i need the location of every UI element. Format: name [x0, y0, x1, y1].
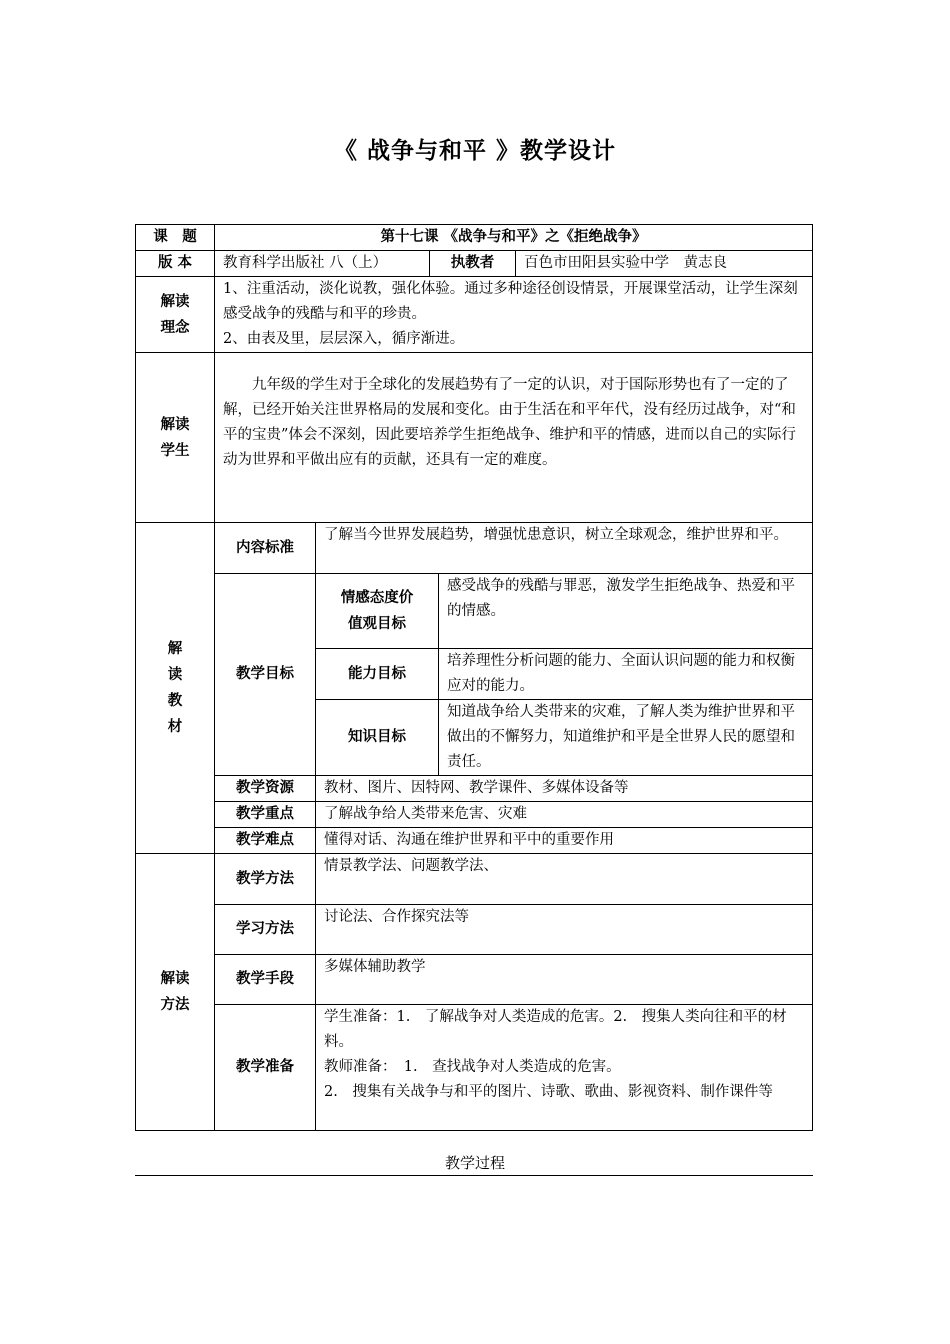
method-label: 解读 方法 [136, 854, 215, 1131]
teaching-method-value: 情景教学法、问题教学法、 [316, 854, 813, 905]
row-content-standard [136, 523, 813, 574]
goals-label: 教学目标 [215, 574, 316, 776]
goal-knowledge-value: 知道战争给人类带来的灾难，了解人类为维护世界和平做出的不懈努力，知道维护和平是全世界人民的愿望和责任。 [439, 700, 813, 776]
key-points-value: 了解战争给人类带来危害、灾难 [316, 802, 813, 828]
page-title: 《 战争与和平 》教学设计 [333, 138, 616, 164]
student-label: 解读 学生 [136, 353, 215, 523]
preparation-label: 教学准备 [215, 1005, 316, 1131]
row-means [136, 955, 813, 1005]
difficulties-label: 教学难点 [215, 828, 316, 854]
resources-value: 教材、图片、因特网、教学课件、多媒体设备等 [316, 776, 813, 802]
student-paragraph: 九年级的学生对于全球化的发展趋势有了一定的认识，对于国际形势也有了一定的了解，已经开始关注世界格局的发展和变化。由于生活在和平年代，没有经历过战争，对“和平的宝贵”体会不深刻，因此要培养学生拒绝战争、维护和平的情感，进而以自己的实际行动为世界和平做出应有的贡献，还具有一定的难度。 [223, 377, 796, 468]
row-key-points [136, 802, 813, 828]
means-label: 教学手段 [215, 955, 316, 1005]
row-teaching-method [136, 854, 813, 905]
row-preparation [136, 1005, 813, 1131]
row-concept [136, 277, 813, 353]
goal-emotion-value: 感受战争的残酷与罪恶，激发学生拒绝战争、热爱和平的情感。 [439, 574, 813, 649]
concept-label: 解读 理念 [136, 277, 215, 353]
lesson-title: 第十七课 《战争与和平》之《拒绝战争》 [215, 225, 813, 251]
resources-label: 教学资源 [215, 776, 316, 802]
row-edition [136, 251, 813, 277]
goal-ability-label: 能力目标 [316, 649, 439, 700]
row-topic [136, 225, 813, 251]
goal-knowledge-label: 知识目标 [316, 700, 439, 776]
preparation-content [316, 1005, 813, 1131]
teaching-method-label: 教学方法 [215, 854, 316, 905]
preparation-line-2: 教师准备： 1. 查找战争对人类造成的危害。 [324, 1059, 621, 1075]
row-student [136, 353, 813, 523]
goal-ability-value: 培养理性分析问题的能力、全面认识问题的能力和权衡应对的能力。 [439, 649, 813, 700]
content-standard-label: 内容标准 [215, 523, 316, 574]
preparation-line-3: 2. 搜集有关战争与和平的图片、诗歌、歌曲、影视资料、制作课件等 [324, 1084, 773, 1100]
difficulties-value: 懂得对话、沟通在维护世界和平中的重要作用 [316, 828, 813, 854]
lesson-design-table [135, 224, 813, 1131]
teaching-process-heading: 教学过程 [444, 1154, 505, 1172]
row-goal-emotion [136, 574, 813, 649]
goal-emotion-label: 情感态度价 值观目标 [316, 574, 439, 649]
key-points-label: 教学重点 [215, 802, 316, 828]
concept-content [215, 277, 813, 353]
concept-line-2: 2、由表及里，层层深入，循序渐进。 [223, 331, 465, 347]
student-content [215, 353, 813, 523]
row-difficulties [136, 828, 813, 854]
teacher-value: 百色市田阳县实验中学 黄志良 [516, 251, 813, 277]
preparation-line-1: 学生准备：1. 了解战争对人类造成的危害。2. 搜集人类向往和平的材料。 [324, 1009, 787, 1050]
material-label: 解 读 教 材 [136, 523, 215, 854]
edition-value: 教育科学出版社 八（上） [215, 251, 430, 277]
row-resources [136, 776, 813, 802]
means-value: 多媒体辅助教学 [316, 955, 813, 1005]
footer-divider [135, 1175, 813, 1176]
row-learning-method [136, 905, 813, 955]
topic-label: 课 题 [136, 225, 215, 251]
concept-line-1: 1、注重活动，淡化说教，强化体验。通过多种途径创设情景，开展课堂活动，让学生深刻感受战争的残酷与和平的珍贵。 [223, 281, 798, 322]
edition-label: 版 本 [136, 251, 215, 277]
teacher-label: 执教者 [430, 251, 516, 277]
learning-method-label: 学习方法 [215, 905, 316, 955]
content-standard-value: 了解当今世界发展趋势，增强忧患意识，树立全球观念，维护世界和平。 [316, 523, 813, 574]
learning-method-value: 讨论法、合作探究法等 [316, 905, 813, 955]
